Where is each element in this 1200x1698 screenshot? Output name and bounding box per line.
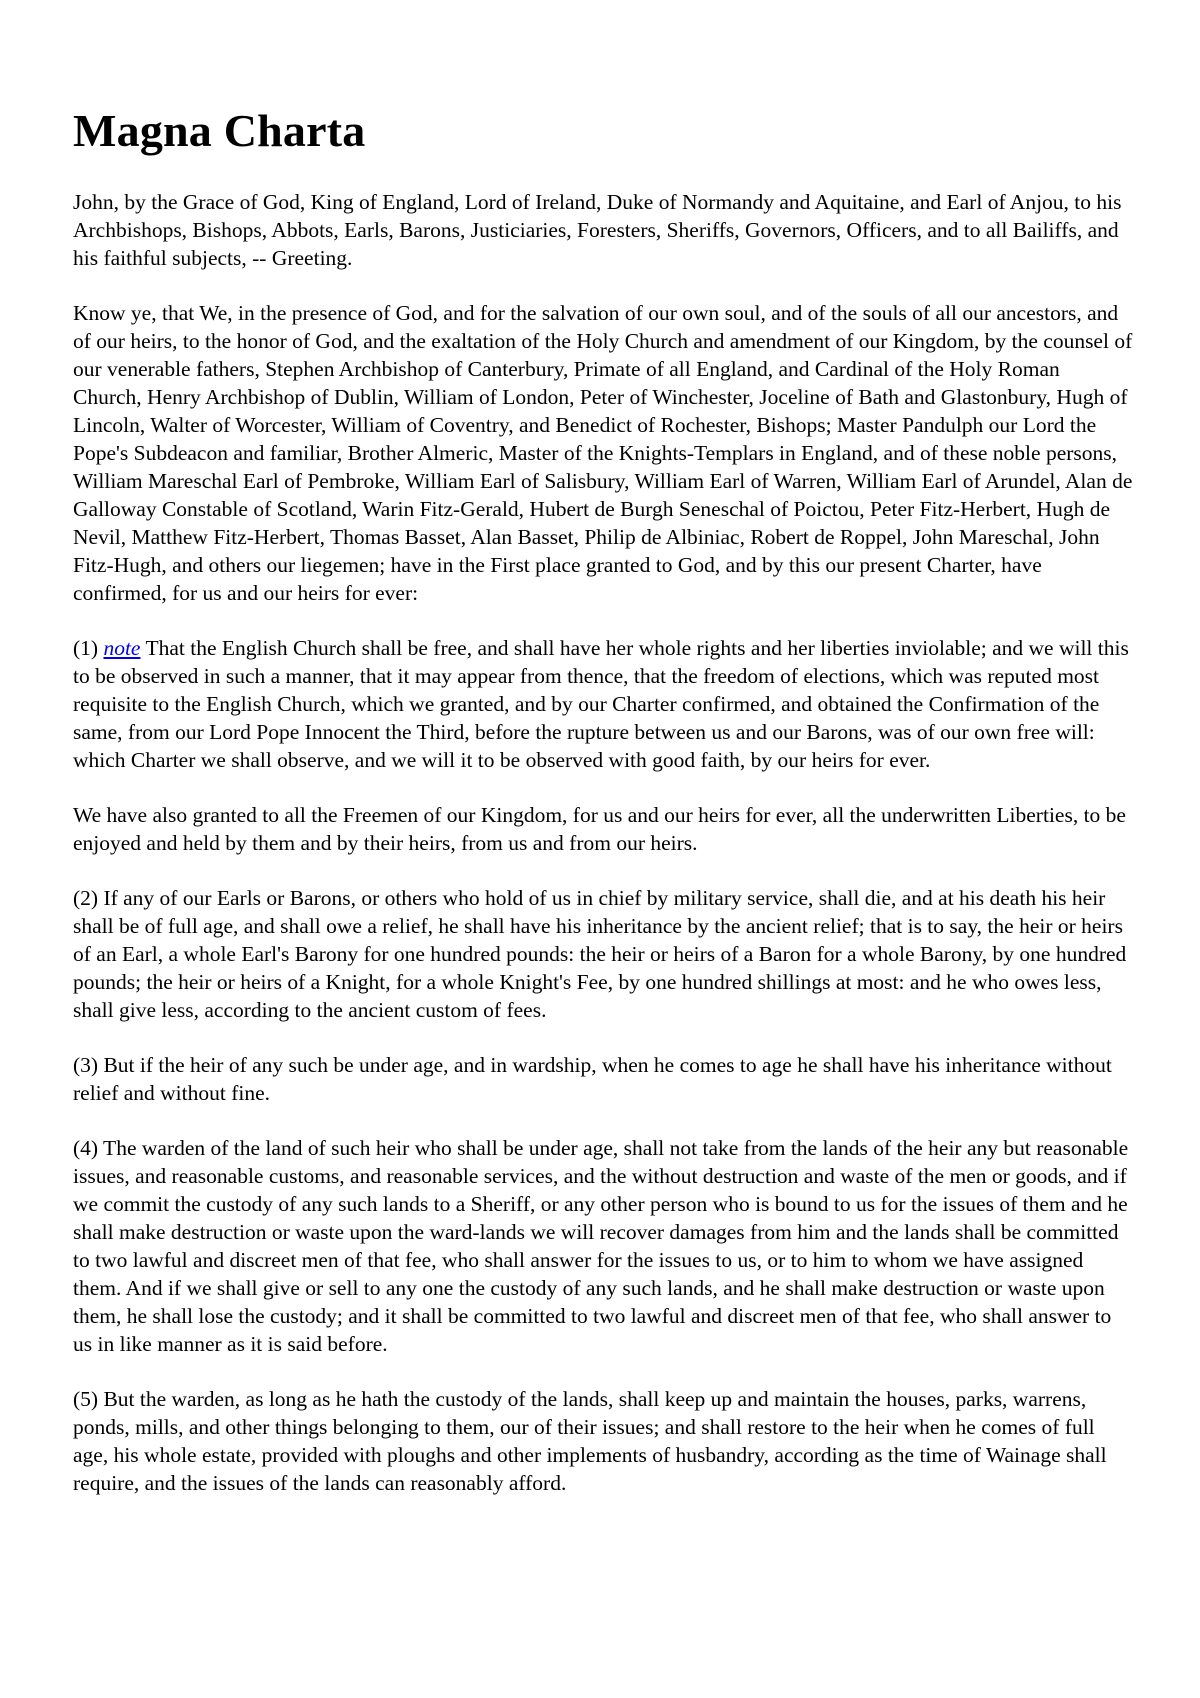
article-1-text: That the English Church shall be free, and shall have her whole rights and her liberties inviolable; and we will this to be observed in such a manner, that it may appear from thence, that the freedom of elections, which was reputed most requisite to the English Church, which we granted, and by our Charter confirmed, and obtained the Confirmation of the same, from our Lord Pope Innocent the Third, before the rupture between us and our Barons, was of our own free will: which Charter we shall observe, and we will it to be observed with good faith, by our heirs for ever. [73,636,1129,772]
greeting-paragraph: John, by the Grace of God, King of England, Lord of Ireland, Duke of Normandy and Aquitaine, and Earl of Anjou, to his Archbishops, Bishops, Abbots, Earls, Barons, Justiciaries, Foresters, Sheriffs, Governors, Officers, and to all Bailiffs, and his faithful subjects, -- Greeting. [73,190,1122,270]
article-1-number: (1) [73,636,99,660]
liberties-intro-paragraph: We have also granted to all the Freemen of our Kingdom, for us and our heirs for ever, all the underwritten Liberties, to be enjoyed and held by them and by their heirs, from us and from our heirs. [73,803,1126,855]
article-3: (3) But if the heir of any such be under age, and in wardship, when he comes to age he shall have his inheritance without relief and without fine. [73,1053,1112,1105]
page-title: Magna Charta [73,105,366,156]
note-link[interactable]: note [103,636,141,660]
article-2: (2) If any of our Earls or Barons, or others who hold of us in chief by military service, shall die, and at his death his heir shall be of full age, and shall owe a relief, he shall have his inheritance by the ancient relief; that is to say, the heir or heirs of an Earl, a whole Earl's Barony for one hundred pounds: the heir or heirs of a Baron for a whole Barony, by one hundred pounds; the heir or heirs of a Knight, for a whole Knight's Fee, by one hundred shillings at most: and he who owes less, shall give less, according to the ancient custom of fees. [73,886,1127,1022]
article-5: (5) But the warden, as long as he hath the custody of the lands, shall keep up and maintain the houses, parks, warrens, ponds, mills, and other things belonging to them, our of their issues; and shall restore to the heir when he comes of full age, his whole estate, provided with ploughs and other implements of husbandry, according as the time of Wainage shall require, and the issues of the lands can reasonably afford. [73,1387,1107,1495]
article-1 [73,634,1133,774]
preamble-paragraph: Know ye, that We, in the presence of God, and for the salvation of our own soul, and of the souls of all our ancestors, and of our heirs, to the honor of God, and the exaltation of the Holy Church and amendment of our Kingdom, by the counsel of our venerable fathers, Stephen Archbishop of Canterbury, Primate of all England, and Cardinal of the Holy Roman Church, Henry Archbishop of Dublin, William of London, Peter of Winchester, Joceline of Bath and Glastonbury, Hugh of Lincoln, Walter of Worcester, William of Coventry, and Benedict of Rochester, Bishops; Master Pandulph our Lord the Pope's Subdeacon and familiar, Brother Almeric, Master of the Knights-Templars in England, and of these noble persons, William Mareschal Earl of Pembroke, William Earl of Salisbury, William Earl of Warren, William Earl of Arundel, Alan de Galloway Constable of Scotland, Warin Fitz-Gerald, Hubert de Burgh Seneschal of Poictou, Peter Fitz-Herbert, Hugh de Nevil, Matthew Fitz-Herbert, Thomas Basset, Alan Basset, Philip de Albiniac, Robert de Roppel, John Mareschal, John Fitz-Hugh, and others our liegemen; have in the First place granted to God, and by this our present Charter, have confirmed, for us and our heirs for ever: [73,301,1133,605]
document-body [73,104,1133,1524]
article-4: (4) The warden of the land of such heir who shall be under age, shall not take from the lands of the heir any but reasonable issues, and reasonable customs, and reasonable services, and the without destruction and waste of the men or goods, and if we commit the custody of any such lands to a Sheriff, or any other person who is bound to us for the issues of them and he shall make destruction or waste upon the ward-lands we will recover damages from him and the lands shall be committed to two lawful and discreet men of that fee, who shall answer for the issues to us, or to him to whom we have assigned them. And if we shall give or sell to any one the custody of any such lands, and he shall make destruction or waste upon them, he shall lose the custody; and it shall be committed to two lawful and discreet men of that fee, who shall answer to us in like manner as it is said before. [73,1136,1129,1356]
